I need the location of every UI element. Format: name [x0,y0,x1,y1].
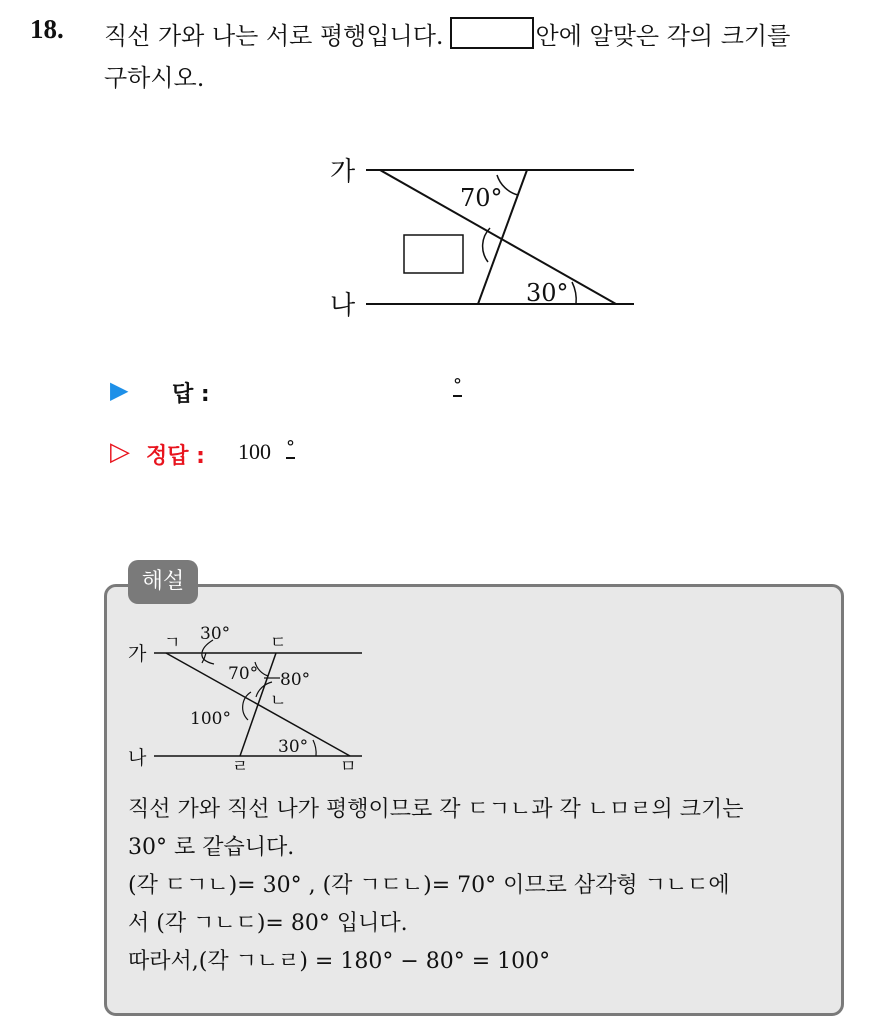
correct-value: 100 [238,439,271,464]
question-text-before-box: 직선 가와 나는 서로 평행입니다. [104,22,444,50]
explanation-line-1: 직선 가와 직선 나가 평행이므로 각 ㄷㄱㄴ과 각 ㄴㅁㄹ의 크기는 [128,797,744,822]
explanation-line-4: 서 (각 ㄱㄴㄷ)= 80° 입니다. [128,911,408,936]
exp-angle-80: 80° [280,670,311,690]
question-text-after-box: 안에 알맞은 각의 크기를 [535,22,791,50]
correct-label: 정답 : [146,444,205,469]
exp-point-m: ㅁ [340,757,357,777]
exp-label-na: 나 [128,747,147,769]
exp-angle-30-top: 30° [200,624,231,644]
correct-marker-icon: ▷ [110,437,130,467]
question-line-2: 구하시오. [104,64,205,92]
explanation-tab: 해설 [128,560,198,604]
exp-angle-100: 100° [190,709,231,729]
exp-angle-70: 70° [228,664,259,684]
exp-point-n: ㄴ [270,691,287,711]
exp-label-ga: 가 [128,643,147,665]
correct-unit: ° [286,437,295,458]
question-number: 18. [30,14,64,44]
exp-point-r: ㄹ [232,757,249,777]
angle-label-70: 70° [460,184,503,212]
explanation-line-3: (각 ㄷㄱㄴ)= 30° , (각 ㄱㄷㄴ)= 70° 이므로 삼각형 ㄱㄴㄷ에 [128,873,730,898]
exp-angle-30-bottom: 30° [278,737,309,757]
exp-arc-30-bottom [313,740,316,756]
answer-label: 답 : [172,382,210,407]
exp-point-g: ㄱ [164,633,181,653]
answer-marker-icon: ▶ [110,376,129,404]
label-ga: 가 [330,157,356,187]
answer-unit: ° [453,375,462,396]
label-na: 나 [330,291,356,321]
exp-point-d: ㄷ [270,633,287,653]
angle-label-30: 30° [526,279,569,307]
explanation-line-2: 30° 로 같습니다. [128,835,295,860]
explanation-line-5: 따라서,(각 ㄱㄴㄹ) = 180° − 80° = 100° [128,949,551,974]
